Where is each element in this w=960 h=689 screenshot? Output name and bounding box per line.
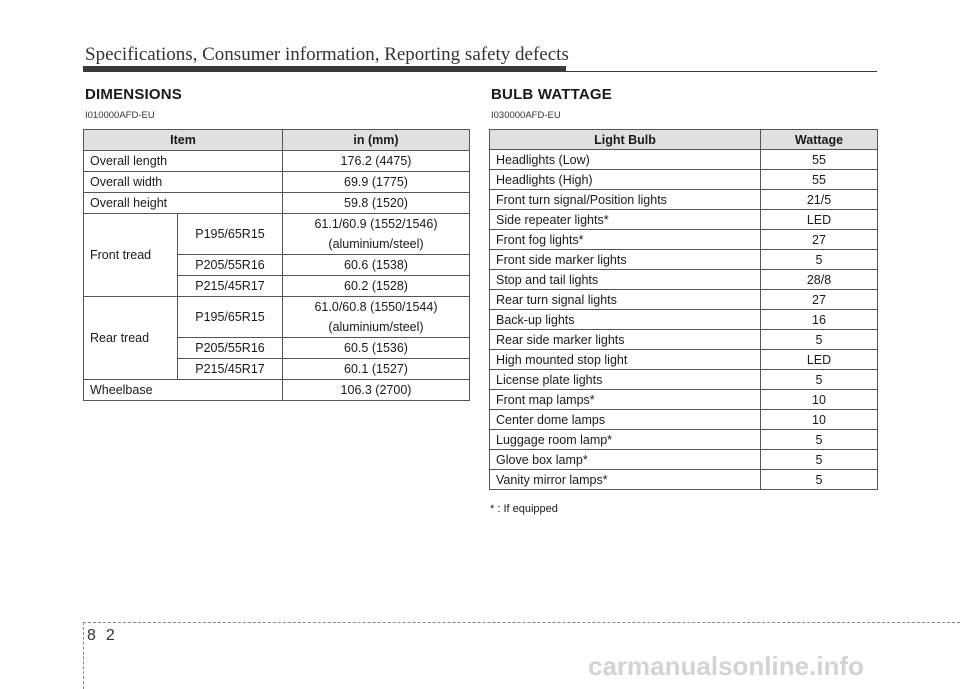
- rear-tread-label: Rear tread: [84, 297, 178, 380]
- bulb-name: Center dome lamps: [490, 410, 761, 430]
- page-number: 82: [87, 627, 125, 644]
- row-label: Overall width: [84, 172, 283, 193]
- table-row: [490, 230, 878, 250]
- column-header-wattage: Wattage: [761, 130, 878, 150]
- bulb-wattage-title: BULB WATTAGE: [491, 86, 612, 103]
- bulb-name: License plate lights: [490, 370, 761, 390]
- column-header-item: Item: [84, 130, 283, 151]
- tire-size: P215/45R17: [178, 276, 283, 297]
- row-label: Overall length: [84, 151, 283, 172]
- bulb-wattage: 10: [761, 390, 878, 410]
- column-header-value: in (mm): [283, 130, 470, 151]
- bulb-wattage: 27: [761, 230, 878, 250]
- table-row: [490, 190, 878, 210]
- table-row: [490, 470, 878, 490]
- tire-size: P205/55R16: [178, 255, 283, 276]
- table-row: [490, 290, 878, 310]
- table-row: [490, 210, 878, 230]
- table-row: [490, 350, 878, 370]
- table-row: [490, 170, 878, 190]
- row-value: 59.8 (1520): [283, 193, 470, 214]
- table-row: [84, 193, 470, 214]
- row-label: Overall height: [84, 193, 283, 214]
- table-row: [490, 150, 878, 170]
- column-header-bulb: Light Bulb: [490, 130, 761, 150]
- table-row: [84, 151, 470, 172]
- header-rule: [83, 71, 877, 72]
- bulb-wattage: 21/5: [761, 190, 878, 210]
- bulb-name: Glove box lamp*: [490, 450, 761, 470]
- row-value: 60.5 (1536): [283, 338, 470, 359]
- table-row: [84, 297, 470, 338]
- table-row: [84, 172, 470, 193]
- bulb-name: Front fog lights*: [490, 230, 761, 250]
- table-row: [490, 250, 878, 270]
- bulb-wattage: 16: [761, 310, 878, 330]
- footer-rule: [83, 622, 960, 623]
- footnote: * : If equipped: [490, 503, 558, 515]
- bulb-name: Vanity mirror lamps*: [490, 470, 761, 490]
- row-value: 60.2 (1528): [283, 276, 470, 297]
- table-row: [490, 370, 878, 390]
- table-row: [84, 380, 470, 401]
- table-row: [490, 390, 878, 410]
- row-value-line: 61.1/60.9 (1552/1546): [314, 217, 438, 231]
- bulb-wattage: 5: [761, 330, 878, 350]
- watermark: carmanualsonline.info: [588, 651, 864, 681]
- bulb-name: Front map lamps*: [490, 390, 761, 410]
- table-row: [490, 410, 878, 430]
- table-row: [490, 430, 878, 450]
- tire-size: P195/65R15: [178, 214, 283, 255]
- table-row: [84, 214, 470, 255]
- bulb-name: Rear turn signal lights: [490, 290, 761, 310]
- bulb-name: Front turn signal/Position lights: [490, 190, 761, 210]
- bulb-name: Luggage room lamp*: [490, 430, 761, 450]
- bulb-wattage: 5: [761, 450, 878, 470]
- tire-size: P205/55R16: [178, 338, 283, 359]
- tire-size: P215/45R17: [178, 359, 283, 380]
- table-header-row: [490, 130, 878, 150]
- bulb-name: Stop and tail lights: [490, 270, 761, 290]
- table-row: [490, 330, 878, 350]
- bulb-wattage: 27: [761, 290, 878, 310]
- bulb-wattage: 5: [761, 430, 878, 450]
- row-value: [283, 214, 470, 255]
- row-value: 69.9 (1775): [283, 172, 470, 193]
- front-tread-label: Front tread: [84, 214, 178, 297]
- dimensions-title: DIMENSIONS: [85, 86, 183, 103]
- dimensions-code: I010000AFD-EU: [85, 110, 155, 121]
- bulb-wattage: LED: [761, 350, 878, 370]
- footer-vertical-rule: [83, 622, 84, 689]
- row-value: 176.2 (4475): [283, 151, 470, 172]
- bulb-wattage: 55: [761, 150, 878, 170]
- table-row: [490, 270, 878, 290]
- bulb-name: Back-up lights: [490, 310, 761, 330]
- row-value-note: (aluminium/steel): [328, 320, 424, 334]
- bulb-wattage: 55: [761, 170, 878, 190]
- bulb-name: Headlights (Low): [490, 150, 761, 170]
- bulb-wattage: 10: [761, 410, 878, 430]
- row-value: [283, 297, 470, 338]
- bulb-name: High mounted stop light: [490, 350, 761, 370]
- bulb-name: Side repeater lights*: [490, 210, 761, 230]
- page-header-title: Specifications, Consumer information, Reporting safety defects: [85, 44, 569, 65]
- bulb-wattage-table: [489, 129, 878, 490]
- row-label: Wheelbase: [84, 380, 283, 401]
- row-value-note: (aluminium/steel): [328, 237, 424, 251]
- table-row: [490, 310, 878, 330]
- bulb-wattage: LED: [761, 210, 878, 230]
- bulb-name: Headlights (High): [490, 170, 761, 190]
- row-value: 106.3 (2700): [283, 380, 470, 401]
- bulb-name: Rear side marker lights: [490, 330, 761, 350]
- row-value: 60.6 (1538): [283, 255, 470, 276]
- table-row: [490, 450, 878, 470]
- row-value: 60.1 (1527): [283, 359, 470, 380]
- bulb-wattage-code: I030000AFD-EU: [491, 110, 561, 121]
- bulb-wattage: 5: [761, 250, 878, 270]
- tire-size: P195/65R15: [178, 297, 283, 338]
- bulb-wattage: 28/8: [761, 270, 878, 290]
- bulb-table-body: [490, 150, 878, 490]
- bulb-wattage: 5: [761, 370, 878, 390]
- dimensions-table: [83, 129, 470, 401]
- bulb-wattage: 5: [761, 470, 878, 490]
- bulb-name: Front side marker lights: [490, 250, 761, 270]
- row-value-line: 61.0/60.8 (1550/1544): [314, 300, 438, 314]
- table-header-row: [84, 130, 470, 151]
